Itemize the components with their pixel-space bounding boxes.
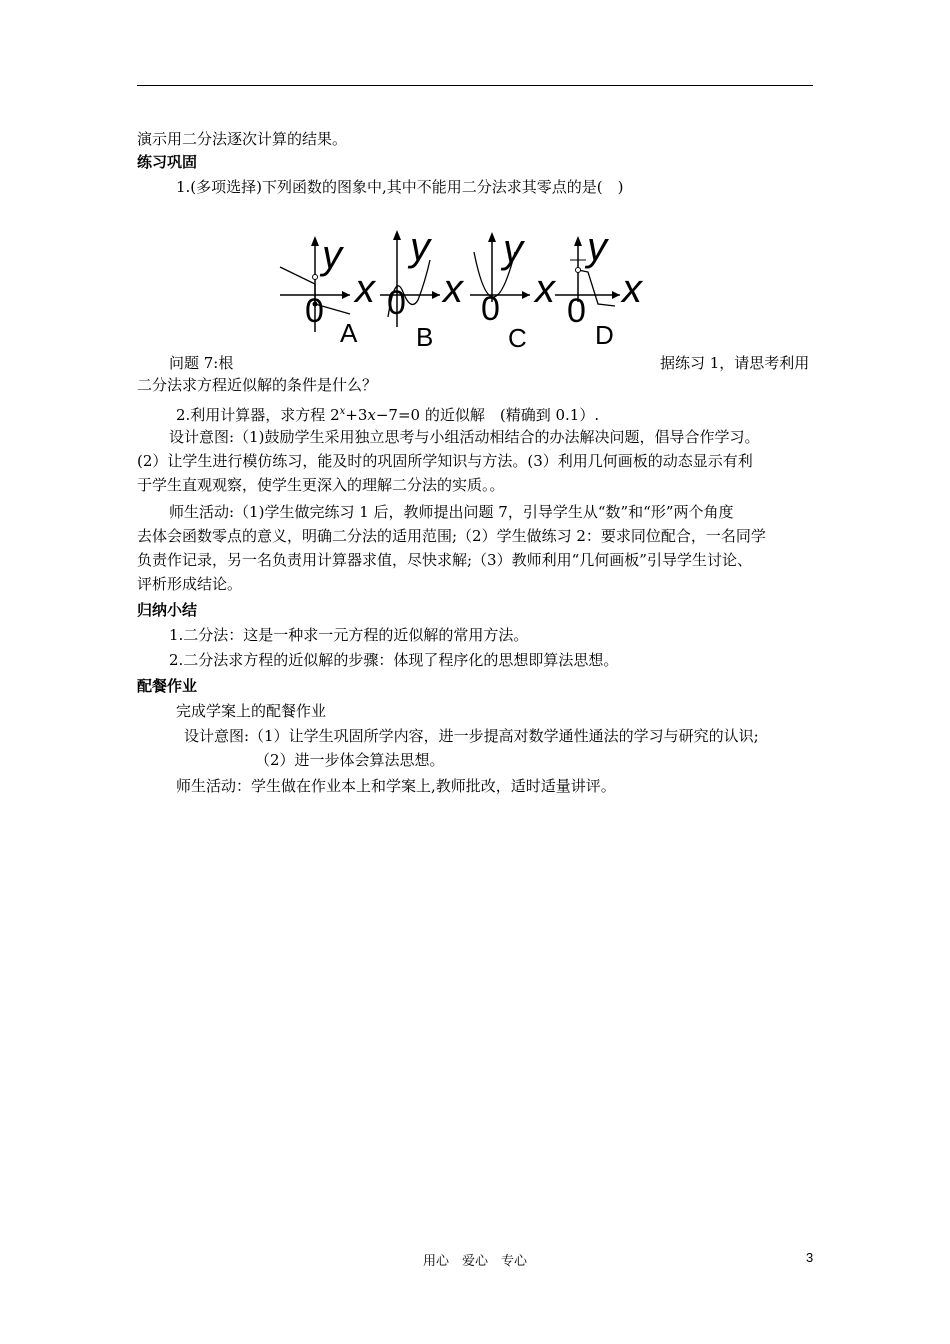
graph-a-origin: 0 bbox=[305, 292, 324, 330]
question-7-continued: 二分法求方程近似解的条件是什么？ bbox=[137, 376, 378, 394]
graph-c-label: C bbox=[508, 323, 527, 352]
graph-d-y-label: y bbox=[587, 225, 607, 269]
summary-item-2: 2.二分法求方程的近似解的步骤：体现了程序化的思想即算法思想。 bbox=[169, 651, 619, 669]
exercise-2-x: x bbox=[367, 406, 376, 424]
intro-text: 演示用二分法逐次计算的结果。 bbox=[137, 130, 348, 148]
graph-a bbox=[280, 233, 377, 348]
activity-1-line2: 去体会函数零点的意义，明确二分法的适用范围;（2）学生做练习 2：要求同位配合，一名同学 bbox=[137, 527, 766, 545]
activity-1-line3: 负责作记录，另一名负责用计算器求值，尽快求解;（3）教师利用“几何画板”引导学生讨论、 bbox=[137, 551, 752, 569]
question-7-right: 据练习 1，请思考利用 bbox=[660, 354, 810, 372]
graph-c bbox=[470, 227, 557, 352]
graph-c-x-label: x bbox=[535, 267, 555, 311]
graphs-svg bbox=[270, 222, 670, 352]
activity-2: 师生活动：学生做在作业本上和学案上,教师批改，适时适量讲评。 bbox=[176, 777, 616, 795]
graph-c-y-label: y bbox=[503, 227, 523, 271]
header-rule bbox=[137, 85, 813, 86]
design-intent-1-line1: 设计意图:（1)鼓励学生采用独立思考与小组活动相结合的办法解决问题，倡导合作学习。 bbox=[169, 428, 760, 446]
graph-a-x-label: x bbox=[355, 267, 375, 311]
graph-d-origin: 0 bbox=[567, 292, 586, 330]
graph-a-label: A bbox=[340, 318, 358, 348]
exercise-2-exponent: x bbox=[339, 406, 346, 417]
question-7-left: 问题 7:根 bbox=[169, 354, 234, 372]
graph-b-label: B bbox=[416, 322, 434, 352]
section-heading-practice: 练习巩固 bbox=[137, 153, 198, 171]
graph-b-x-label: x bbox=[443, 267, 463, 311]
page-footer: 用心 爱心 专心 bbox=[422, 1254, 527, 1269]
exercise-1: 1.(多项选择)下列函数的图象中,其中不能用二分法求其零点的是( ) bbox=[176, 178, 624, 196]
section-heading-homework: 配餐作业 bbox=[137, 677, 198, 695]
design-intent-2-line1: 设计意图:（1）让学生巩固所学内容，进一步提高对数学通性通法的学习与研究的认识; bbox=[184, 727, 759, 745]
design-intent-2-line2: （2）进一步体会算法思想。 bbox=[255, 751, 445, 769]
activity-1-line1: 师生活动:（1)学生做完练习 1 后，教师提出问题 7，引导学生从“数”和“形”两个角度 bbox=[169, 503, 734, 521]
exercise-2-pre: 2.利用计算器，求方程 2 bbox=[176, 406, 340, 424]
design-intent-1-line3: 于学生直观观察，使学生更深入的理解二分法的实质。。 bbox=[137, 476, 505, 494]
activity-1-line4: 评析形成结论。 bbox=[137, 575, 243, 593]
graph-b-y-label: y bbox=[410, 225, 430, 269]
function-graphs-figure bbox=[270, 222, 670, 352]
homework-text: 完成学案上的配餐作业 bbox=[176, 702, 327, 720]
graph-b bbox=[380, 225, 465, 352]
exercise-2-mid: +3 bbox=[345, 406, 368, 424]
exercise-2-post: −7=0 的近似解 (精确到 0.1）. bbox=[375, 406, 600, 424]
graph-c-origin: 0 bbox=[481, 290, 500, 328]
graph-d bbox=[555, 225, 644, 350]
page-number: 3 bbox=[806, 1250, 814, 1265]
graph-b-origin: 0 bbox=[387, 284, 406, 322]
section-heading-summary: 归纳小结 bbox=[137, 601, 198, 619]
graph-a-y-label: y bbox=[322, 233, 342, 277]
design-intent-1-line2: (2）让学生进行模仿练习，能及时的巩固所学知识与方法。(3）利用几何画板的动态显示有利 bbox=[137, 452, 753, 470]
summary-item-1: 1.二分法：这是一种求一元方程的近似解的常用方法。 bbox=[169, 626, 529, 644]
graph-d-label: D bbox=[595, 320, 614, 350]
graph-d-x-label: x bbox=[622, 267, 642, 311]
exercise-2 bbox=[176, 401, 856, 426]
